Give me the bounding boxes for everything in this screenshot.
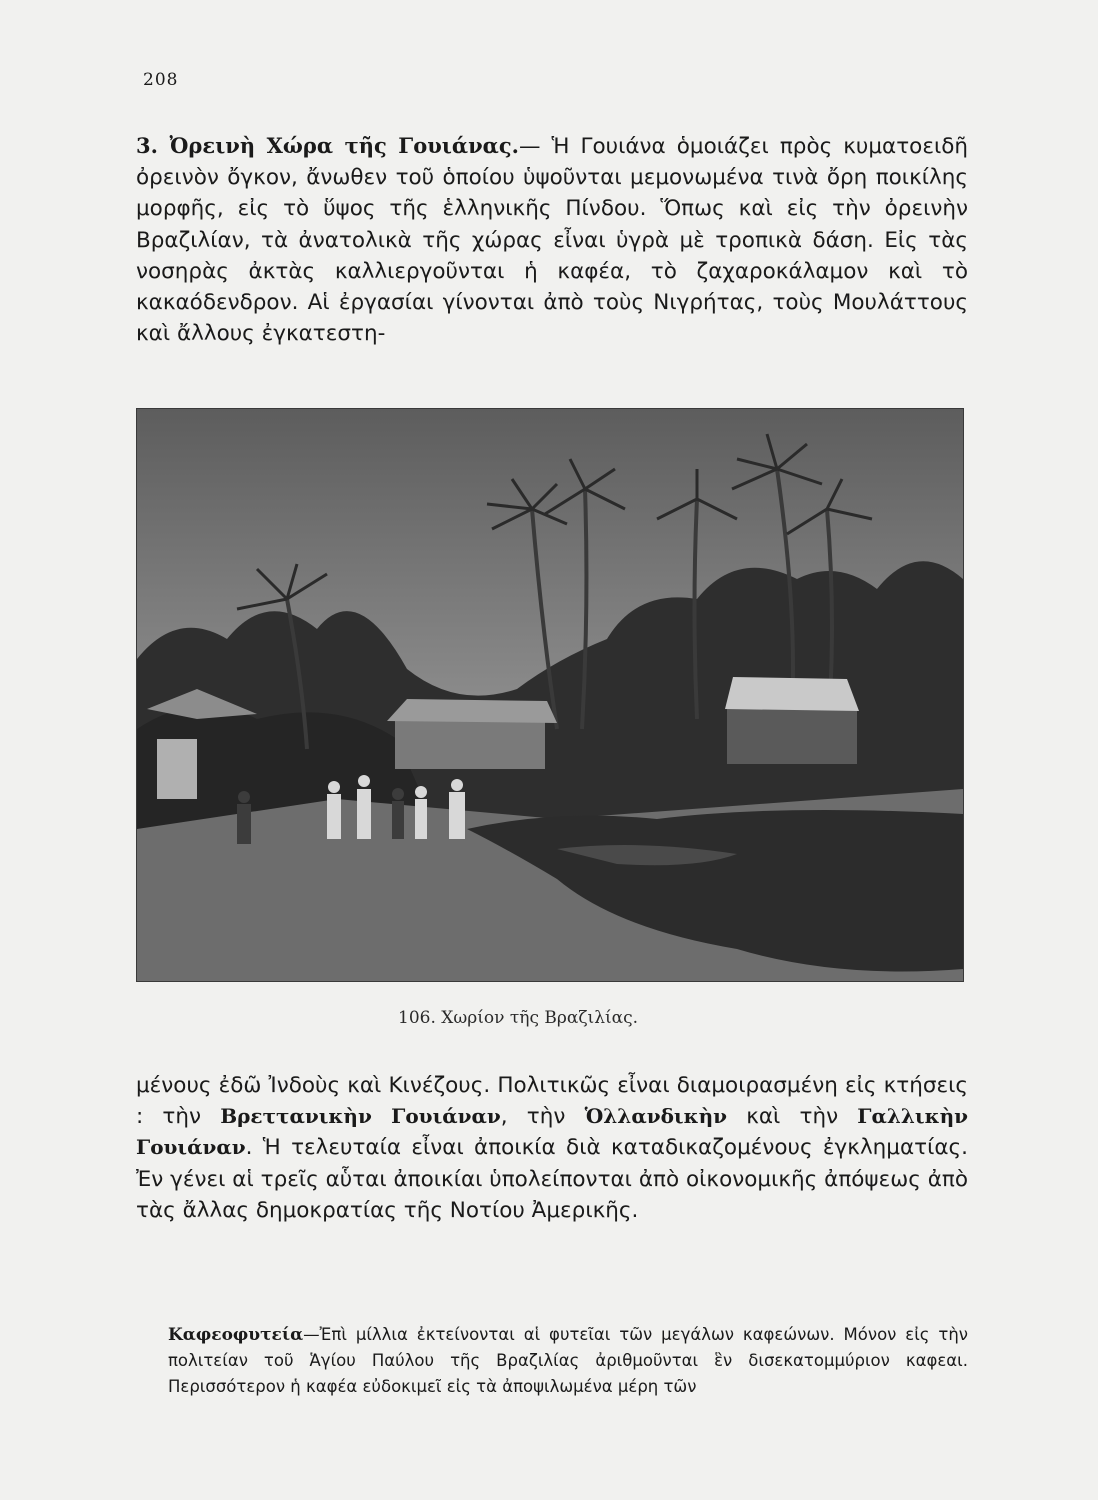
- paragraph-text: . Ἡ τελευταία εἶναι ἀποικία διὰ καταδικαζομένους ἐγκληματίας. Ἐν γένει αἱ τρεῖς αὗται ἀποικίαι ὑπολείπονται ἀπὸ οἰκονομικῆς ἀπόψεως ἀπὸ τὰς ἄλλας δημοκρατίας τῆς Νοτίου Ἀμερικῆς.: [136, 1135, 968, 1223]
- paragraph-text: καὶ τὴν: [727, 1104, 858, 1130]
- paragraph: [168, 1322, 968, 1400]
- section-political-division: [136, 1070, 968, 1226]
- british-guiana-term: Βρεττανικὴν Γουιάναν: [220, 1104, 501, 1129]
- section-heading: Καφεοφυτεία: [168, 1324, 304, 1345]
- paragraph-text: , τὴν: [500, 1104, 585, 1130]
- dutch-guiana-term: Ὁλλανδικὴν: [584, 1104, 728, 1129]
- french-guiana-term: Γαλλικὴν Γουιάναν: [136, 1104, 969, 1160]
- figure-caption: 106. Χωρίον τῆς Βραζιλίας.: [398, 1008, 639, 1028]
- paragraph-text: —Ἐπὶ μίλλια ἐκτείνονται αἱ φυτεῖαι τῶν μεγάλων καφεώνων. Μόνον εἰς τὴν πολιτείαν τοῦ Ἁγίου Παύλου τῆς Βραζιλίας ἀριθμοῦνται ἓν δισεκατομμύριον καφεαι. Περισσότερον ἡ καφέα εὐδοκιμεῖ εἰς τὰ ἀποψιλωμένα μέρη τῶν: [168, 1324, 968, 1396]
- village-photograph: [136, 408, 964, 982]
- section-coffee-plantation: [168, 1305, 968, 1416]
- paragraph-text: μένους ἐδῶ Ἰνδοὺς καὶ Κινέζους. Πολιτικῶς εἶναι διαμοιρασμένη εἰς κτήσεις : τὴν: [136, 1073, 968, 1130]
- paragraph: [136, 1070, 968, 1226]
- page-number: 208: [143, 70, 179, 90]
- paragraph: [136, 130, 968, 349]
- paragraph-text: — Ἡ Γουιάνα ὁμοιάζει πρὸς κυματοειδῆ ὀρεινὸν ὄγκον, ἄνωθεν τοῦ ὁποίου ὑψοῦνται μεμονωμένα τινὰ ὄρη ποικίλης μορφῆς, εἰς τὸ ὕψος τῆς ἑλληνικῆς Πίνδου. Ὅπως καὶ εἰς τὴν ὀρεινὴν Βραζιλίαν, τὰ ἀνατολικὰ τῆς χώρας εἶναι ὑγρὰ μὲ τροπικὰ δάση. Εἰς τὰς νοσηρὰς ἀκτὰς καλλιεργοῦνται ἡ καφέα, τὸ ζαχαροκάλαμον καὶ τὸ κακαόδενδρον. Αἱ ἐργασίαι γίνονται ἀπὸ τοὺς Νιγρήτας, τοὺς Μουλάττους καὶ ἄλλους ἐγκατεστη-: [136, 134, 969, 347]
- section-mountain-region: [136, 130, 968, 349]
- section-heading: 3. Ὀρεινὴ Χώρα τῆς Γουιάνας.: [136, 133, 519, 158]
